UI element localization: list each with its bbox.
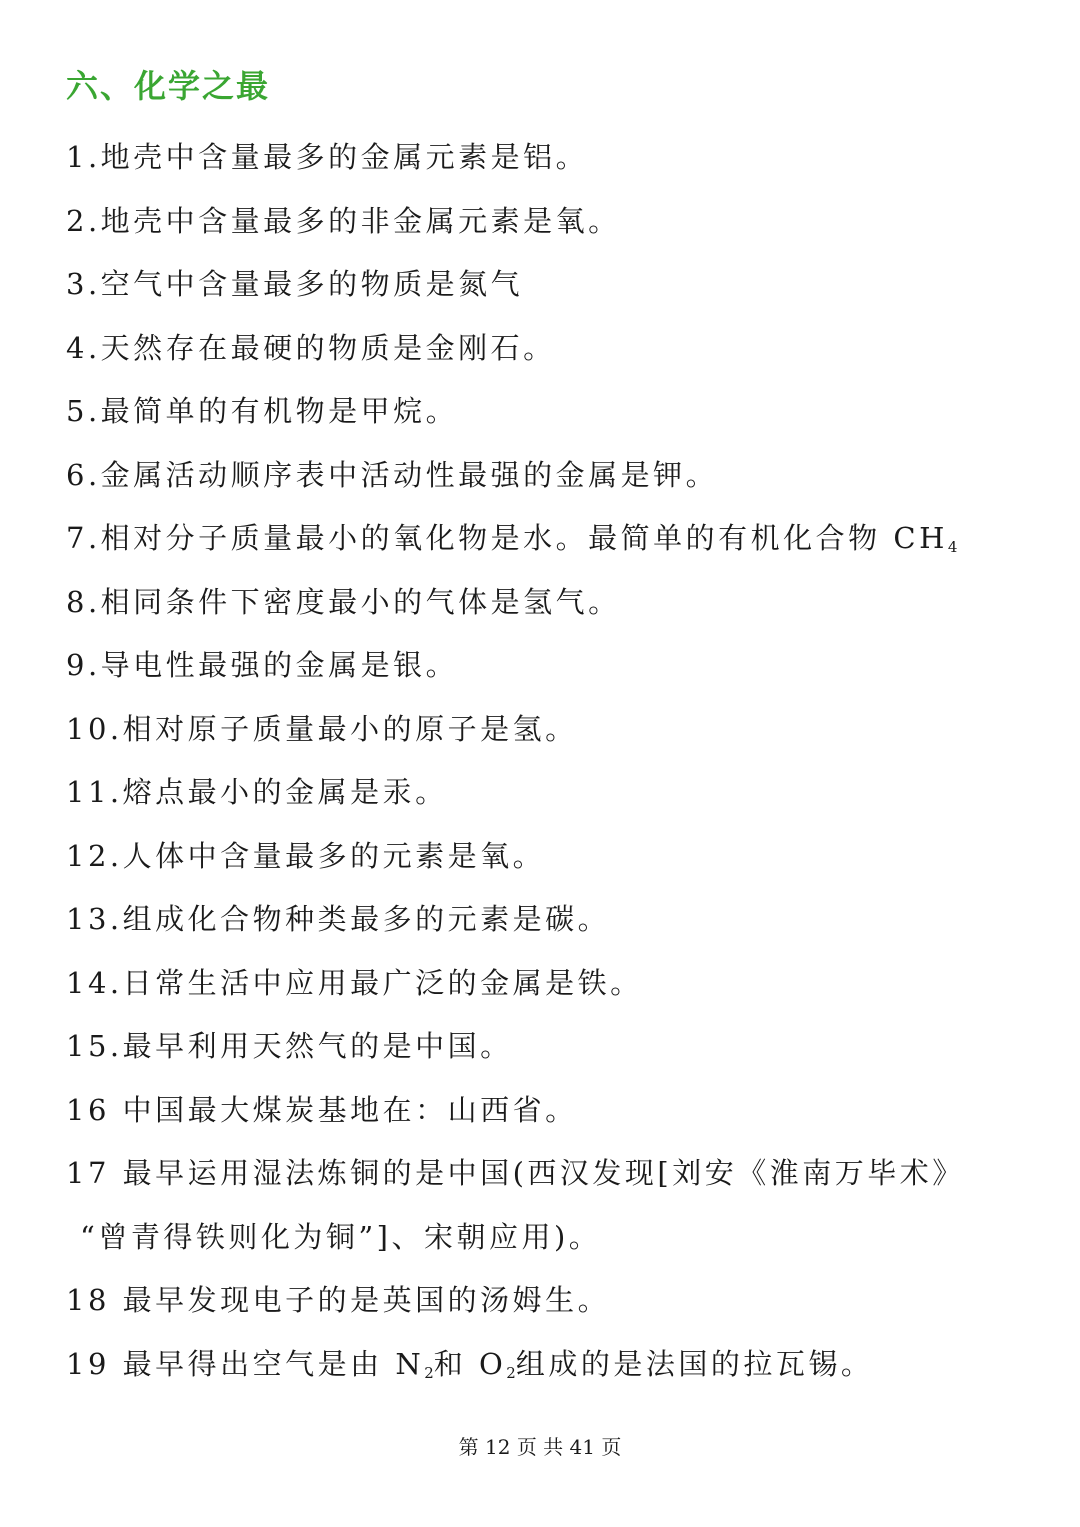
- list-item: [66, 1333, 1026, 1397]
- list-item: 14.日常生活中应用最广泛的金属是铁。: [66, 965, 643, 1000]
- list-item: 11.熔点最小的金属是汞。: [66, 775, 448, 809]
- list-item: 16 中国最大煤炭基地在：山西省。: [66, 1092, 578, 1127]
- list-item: 18 最早发现电子的是英国的汤姆生。: [66, 1283, 611, 1317]
- list-item: 13.组成化合物种类最多的元素是碳。: [66, 902, 611, 936]
- item-text-middle: 和 O: [433, 1346, 507, 1381]
- list-item: [66, 507, 1026, 571]
- list-item: 1.地壳中含量最多的金属元素是铝。: [66, 140, 589, 174]
- list-item: 4.天然存在最硬的物质是金刚石。: [66, 330, 556, 365]
- section-title: 六、化学之最: [66, 67, 271, 105]
- list-item: 3.空气中含量最多的物质是氮气: [66, 267, 524, 301]
- list-item: 9.导电性最强的金属是银。: [66, 648, 459, 682]
- list-item: 6.金属活动顺序表中活动性最强的金属是钾。: [66, 457, 719, 492]
- list-item: 15.最早利用天然气的是中国。: [66, 1029, 513, 1063]
- subscript: 4: [947, 538, 958, 556]
- list-item-continuation: “曾青得铁则化为铜”]、宋朝应用)。: [80, 1219, 602, 1254]
- facts-list: [66, 126, 1026, 1396]
- list-item: 12.人体中含量最多的元素是氧。: [66, 838, 546, 873]
- item-text: 19 最早得出空气是由 N: [66, 1346, 425, 1381]
- list-item: 8.相同条件下密度最小的气体是氢气。: [66, 584, 621, 619]
- list-item: 2.地壳中含量最多的非金属元素是氧。: [66, 203, 621, 238]
- page-number-footer: 第 12 页 共 41 页: [458, 1435, 622, 1459]
- list-item: 5.最简单的有机物是甲烷。: [66, 394, 459, 428]
- subscript: 2: [424, 1363, 434, 1382]
- list-item: 17 最早运用湿法炼铜的是中国(西汉发现[刘安《淮南万毕术》: [66, 1156, 965, 1190]
- list-item: 10.相对原子质量最小的原子是氢。: [66, 711, 578, 746]
- item-text: 7.相对分子质量最小的氧化物是水。最简单的有机化合物 CH: [66, 521, 948, 555]
- item-text-after: 组成的是法国的拉瓦锡。: [515, 1346, 874, 1381]
- subscript: 2: [506, 1363, 516, 1382]
